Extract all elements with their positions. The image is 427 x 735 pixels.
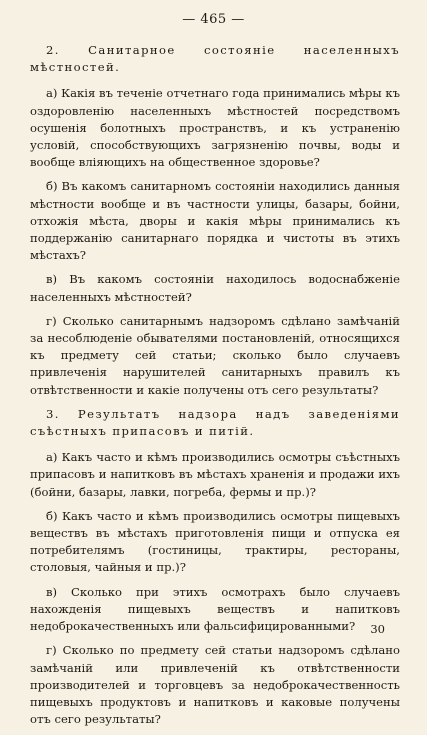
page-body xyxy=(30,42,400,735)
question-paragraph: а) Какiя въ теченiе отчетнаго года принимались мѣры къ оздоровленiю населенныхъ мѣстностей посредствомъ осушенiя болотныхъ пространствъ, и къ устраненiю условiй, способствующихъ загрязненiю почвы, воды и вообще влiяющихъ на общественное здоровье? xyxy=(30,86,400,170)
section-heading: 2. Санитарное состоянiе населенныхъ мѣстностей. xyxy=(30,43,400,75)
question-paragraph: б) Въ какомъ санитарномъ состоянiи находились данныя мѣстности вообще и въ частности улицы, базары, бойни, отхожiя мѣста, дворы и какiя мѣры принимались къ поддержанiю санитарнаго порядка и чистоты въ этихъ мѣстахъ? xyxy=(30,179,400,263)
sheet-signature: 30 xyxy=(370,622,385,636)
question-paragraph: б) Какъ часто и кѣмъ производились осмотры пищевыхъ веществъ въ мѣстахъ приготовленiя пищи и отпуска ея потребителямъ (гостиницы, трактиры, рестораны, столовыя, чайныя и пр.)? xyxy=(30,508,400,575)
question-paragraph: а) Какъ часто и кѣмъ производились осмотры съѣстныхъ припасовъ и напитковъ въ мѣстахъ храненiя и продажи ихъ (бойни, базары, лавки, погреба, фермы и пр.)? xyxy=(30,450,400,499)
section-heading: 3. Результатъ надзора надъ заведенiями съѣстныхъ припасовъ и питiй. xyxy=(30,406,400,439)
question-paragraph: в) Сколько при этихъ осмотрахъ было случаевъ нахожденiя пищевыхъ веществъ и напитковъ недоброкачественныхъ или фальсифицированными? xyxy=(30,584,400,634)
question-paragraph: г) Сколько по предмету сей статьи надзоромъ сдѣлано замѣчанiй или привлеченiй къ отвѣтственности производителей и торговцевъ за недоброкачественность пищевыхъ продуктовъ и напитковъ и каковые получены отъ сего результаты? xyxy=(30,643,400,727)
question-paragraph: г) Сколько санитарнымъ надзоромъ сдѣлано замѣчанiй за несоблюденiе обывателями постановленiй, относящихся къ предмету сей статьи; сколько было случаевъ привлеченiя нарушителей санитарныхъ правилъ къ отвѣтственности и какiе получены отъ сего результаты? xyxy=(30,313,400,397)
page-number: — 465 — xyxy=(182,12,245,27)
question-paragraph: в) Въ какомъ состоянiи находилось водоснабженiе населенныхъ мѣстностей? xyxy=(30,272,400,304)
